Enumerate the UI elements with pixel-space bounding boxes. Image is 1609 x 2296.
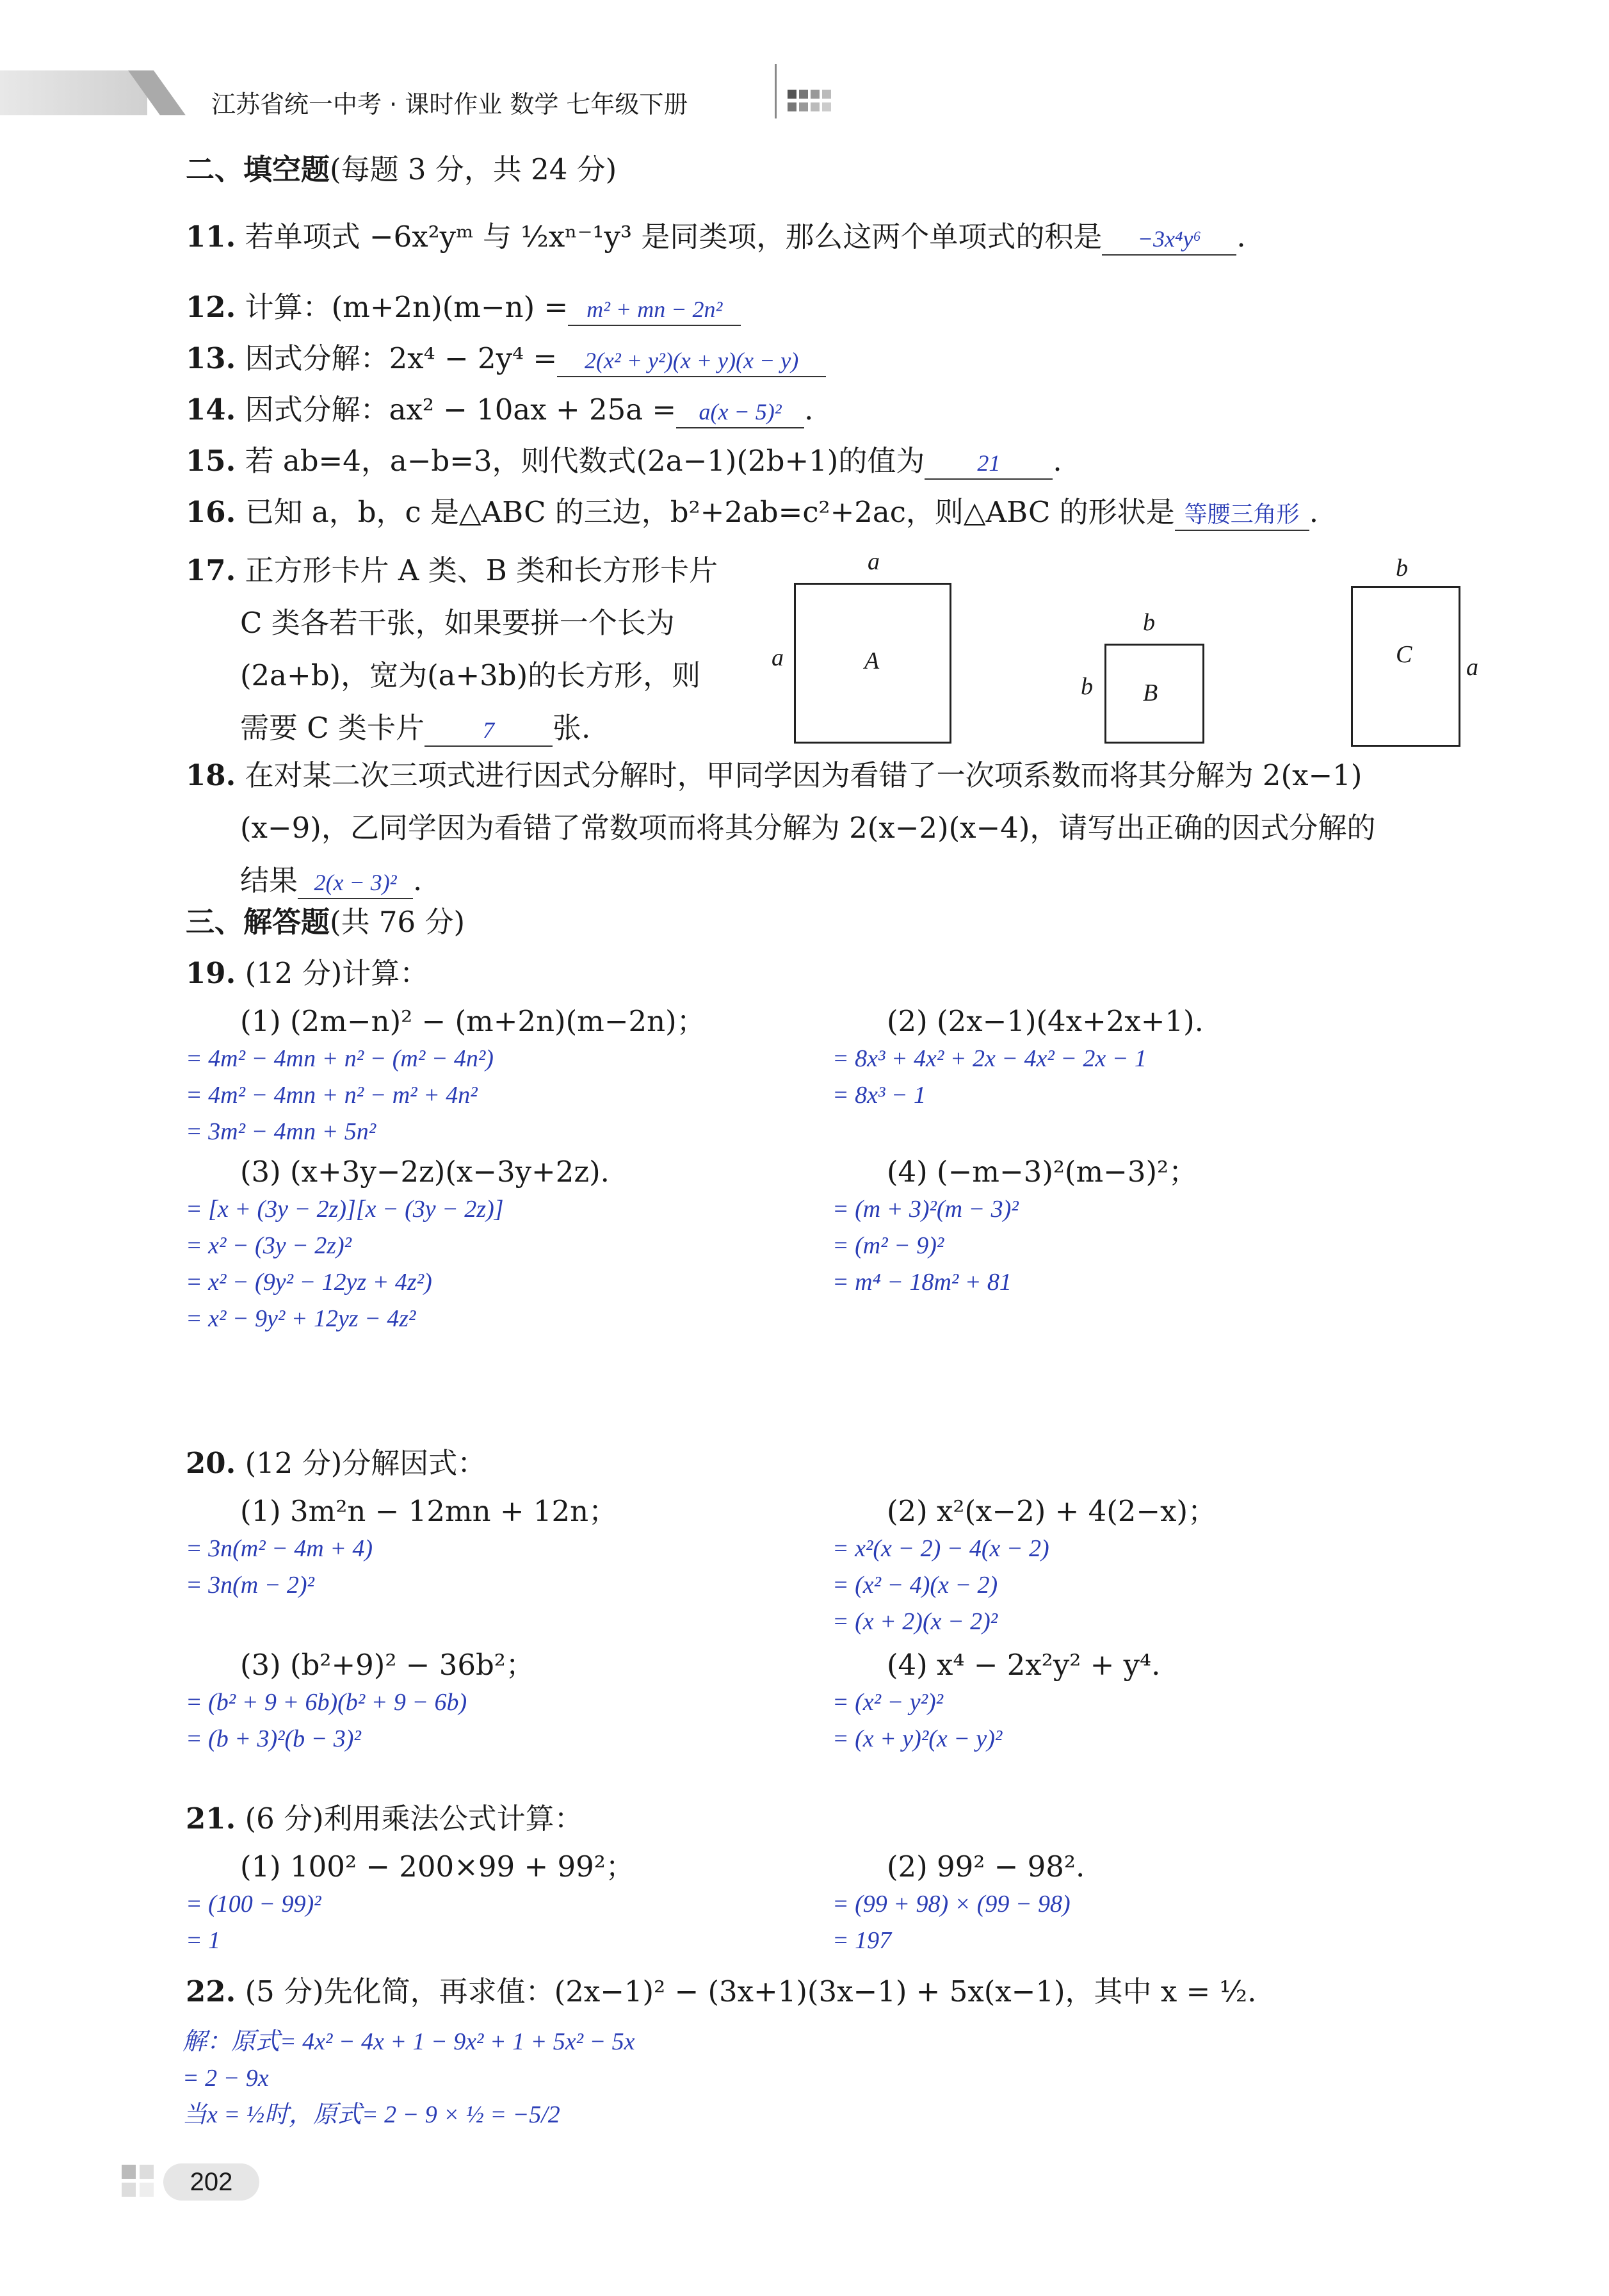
q22-solution: 解：原式= 4x² − 4x + 1 − 9x² + 1 + 5x² − 5x = 2 − 9x 当x = ½时，原式= 2 − 9 × ½ = −5/2 [182,2028,635,2128]
answer-blank[interactable]: 7 [424,715,553,747]
card-c-name: C [1396,641,1412,668]
question-13: 13. 因式分解：2x⁴ − 2y⁴ = 2(x² + y²)(x + y)(x − y) [186,339,826,378]
grid-icon [788,90,832,115]
q19-part1: (1) (2m−n)² − (m+2n)(m−2n)； = 4m² − 4mn + n² − (m² − 4n²) = 4m² − 4mn + n² − m² + 4n² = 3m² − 4mn + 5n² [186,1004,706,1145]
answer-blank[interactable]: a(x − 5)² [676,396,804,428]
card-a-name: A [864,647,880,674]
q20-part2: (2) x²(x−2) + 4(2−x)； = x²(x − 2) − 4(x − 2) = (x² − 4)(x − 2) = (x + 2)(x − 2)² [832,1494,1217,1635]
q19-part3: (3) (x+3y−2z)(x−3y+2z). = [x + (3y − 2z)][x − (3y − 2z)] = x² − (3y − 2z)² = x² − (9y² − 12yz + 4z²) = x² − 9y² + 12yz − 4z² [186,1155,610,1332]
question-12: 12. 计算：(m+2n)(m−n) = m² + mn − 2n² [186,288,741,327]
question-17: 17. 正方形卡片 A 类、B 类和长方形卡片 C 类各若干张，如果要拼一个长为 (2a+b)，宽为(a+3b)的长方形，则 需要 C 类卡片 7 张. [186,544,718,754]
q20-part1: (1) 3m²n − 12mn + 12n； = 3n(m² − 4m + 4) = 3n(m − 2)² [186,1494,618,1599]
q20-part3: (3) (b²+9)² − 36b²； = (b² + 9 + 6b)(b² + 9 − 6b) = (b + 3)²(b − 3)² [186,1648,535,1752]
answer-blank[interactable]: 2(x² + y²)(x + y)(x − y) [557,345,826,377]
question-16: 16. 已知 a，b，c 是△ABC 的三边，b²+2ab=c²+2ac，则△ABC 的形状是 等腰三角形 . [186,493,1318,532]
question-19-title: 19. (12 分)计算： [186,956,429,990]
answer-blank[interactable]: 21 [925,448,1053,480]
q19-part2: (2) (2x−1)(4x+2x+1). = 8x³ + 4x² + 2x − 4x² − 2x − 1 = 8x³ − 1 [832,1004,1204,1109]
section3-heading: 三、解答题(共 76 分) [186,905,465,939]
section2-heading: 二、填空题(每题 3 分，共 24 分) [186,152,617,186]
question-11: 11. 若单项式 −6x²yᵐ 与 ½xⁿ⁻¹y³ 是同类项，那么这两个单项式的积是 −3x⁴y⁶ . [186,218,1246,256]
answer-blank[interactable]: m² + mn − 2n² [568,294,741,326]
card-c-side-label: a [1466,654,1478,681]
header-divider [775,64,777,118]
header-band [0,70,147,115]
card-b-side-label: b [1081,673,1093,700]
q21-part2: (2) 99² − 98². = (99 + 98) × (99 − 98) = 197 [832,1850,1085,1954]
q20-part4: (4) x⁴ − 2x²y² + y⁴. = (x² − y²)² = (x + y)²(x − y)² [832,1648,1161,1752]
card-a-side-label: a [772,644,784,671]
answer-blank[interactable]: −3x⁴y⁶ [1102,224,1236,256]
question-14: 14. 因式分解：ax² − 10ax + 25a = a(x − 5)² . [186,391,813,429]
question-18: 18. 在对某二次三项式进行因式分解时，甲同学因为看错了一次项系数而将其分解为 2(x−1) (x−9)，乙同学因为看错了常数项而将其分解为 2(x−2)(x−4)，请写出正确的因式分解的 结果 2(x − 3)² . [186,749,1375,907]
card-a-top-label: a [868,548,880,575]
card-b-name: B [1143,680,1158,706]
page-number: 202 [163,2163,259,2201]
header-title: 江苏省统一中考 · 课时作业 数学 七年级下册 [211,90,688,118]
answer-blank[interactable]: 等腰三角形 [1175,499,1309,531]
q19-part4: (4) (−m−3)²(m−3)²； = (m + 3)²(m − 3)² = (m² − 9)² = m⁴ − 18m² + 81 [832,1155,1198,1296]
question-20-title: 20. (12 分)分解因式： [186,1446,487,1480]
card-c-top-label: b [1396,555,1408,582]
footer-squares-icon [122,2165,160,2200]
q21-part1: (1) 100² − 200×99 + 99²； = (100 − 99)² = 1 [186,1850,635,1954]
header-slash [128,70,186,118]
answer-blank[interactable]: 2(x − 3)² [298,867,413,899]
question-21-title: 21. (6 分)利用乘法公式计算： [186,1802,583,1836]
card-b-top-label: b [1143,609,1155,636]
question-15: 15. 若 ab=4，a−b=3，则代数式(2a−1)(2b+1)的值为 21 . [186,442,1062,480]
question-22-title: 22. (5 分)先化简，再求值：(2x−1)² − (3x+1)(3x−1) + 5x(x−1)，其中 x = ½. [186,1974,1257,2008]
